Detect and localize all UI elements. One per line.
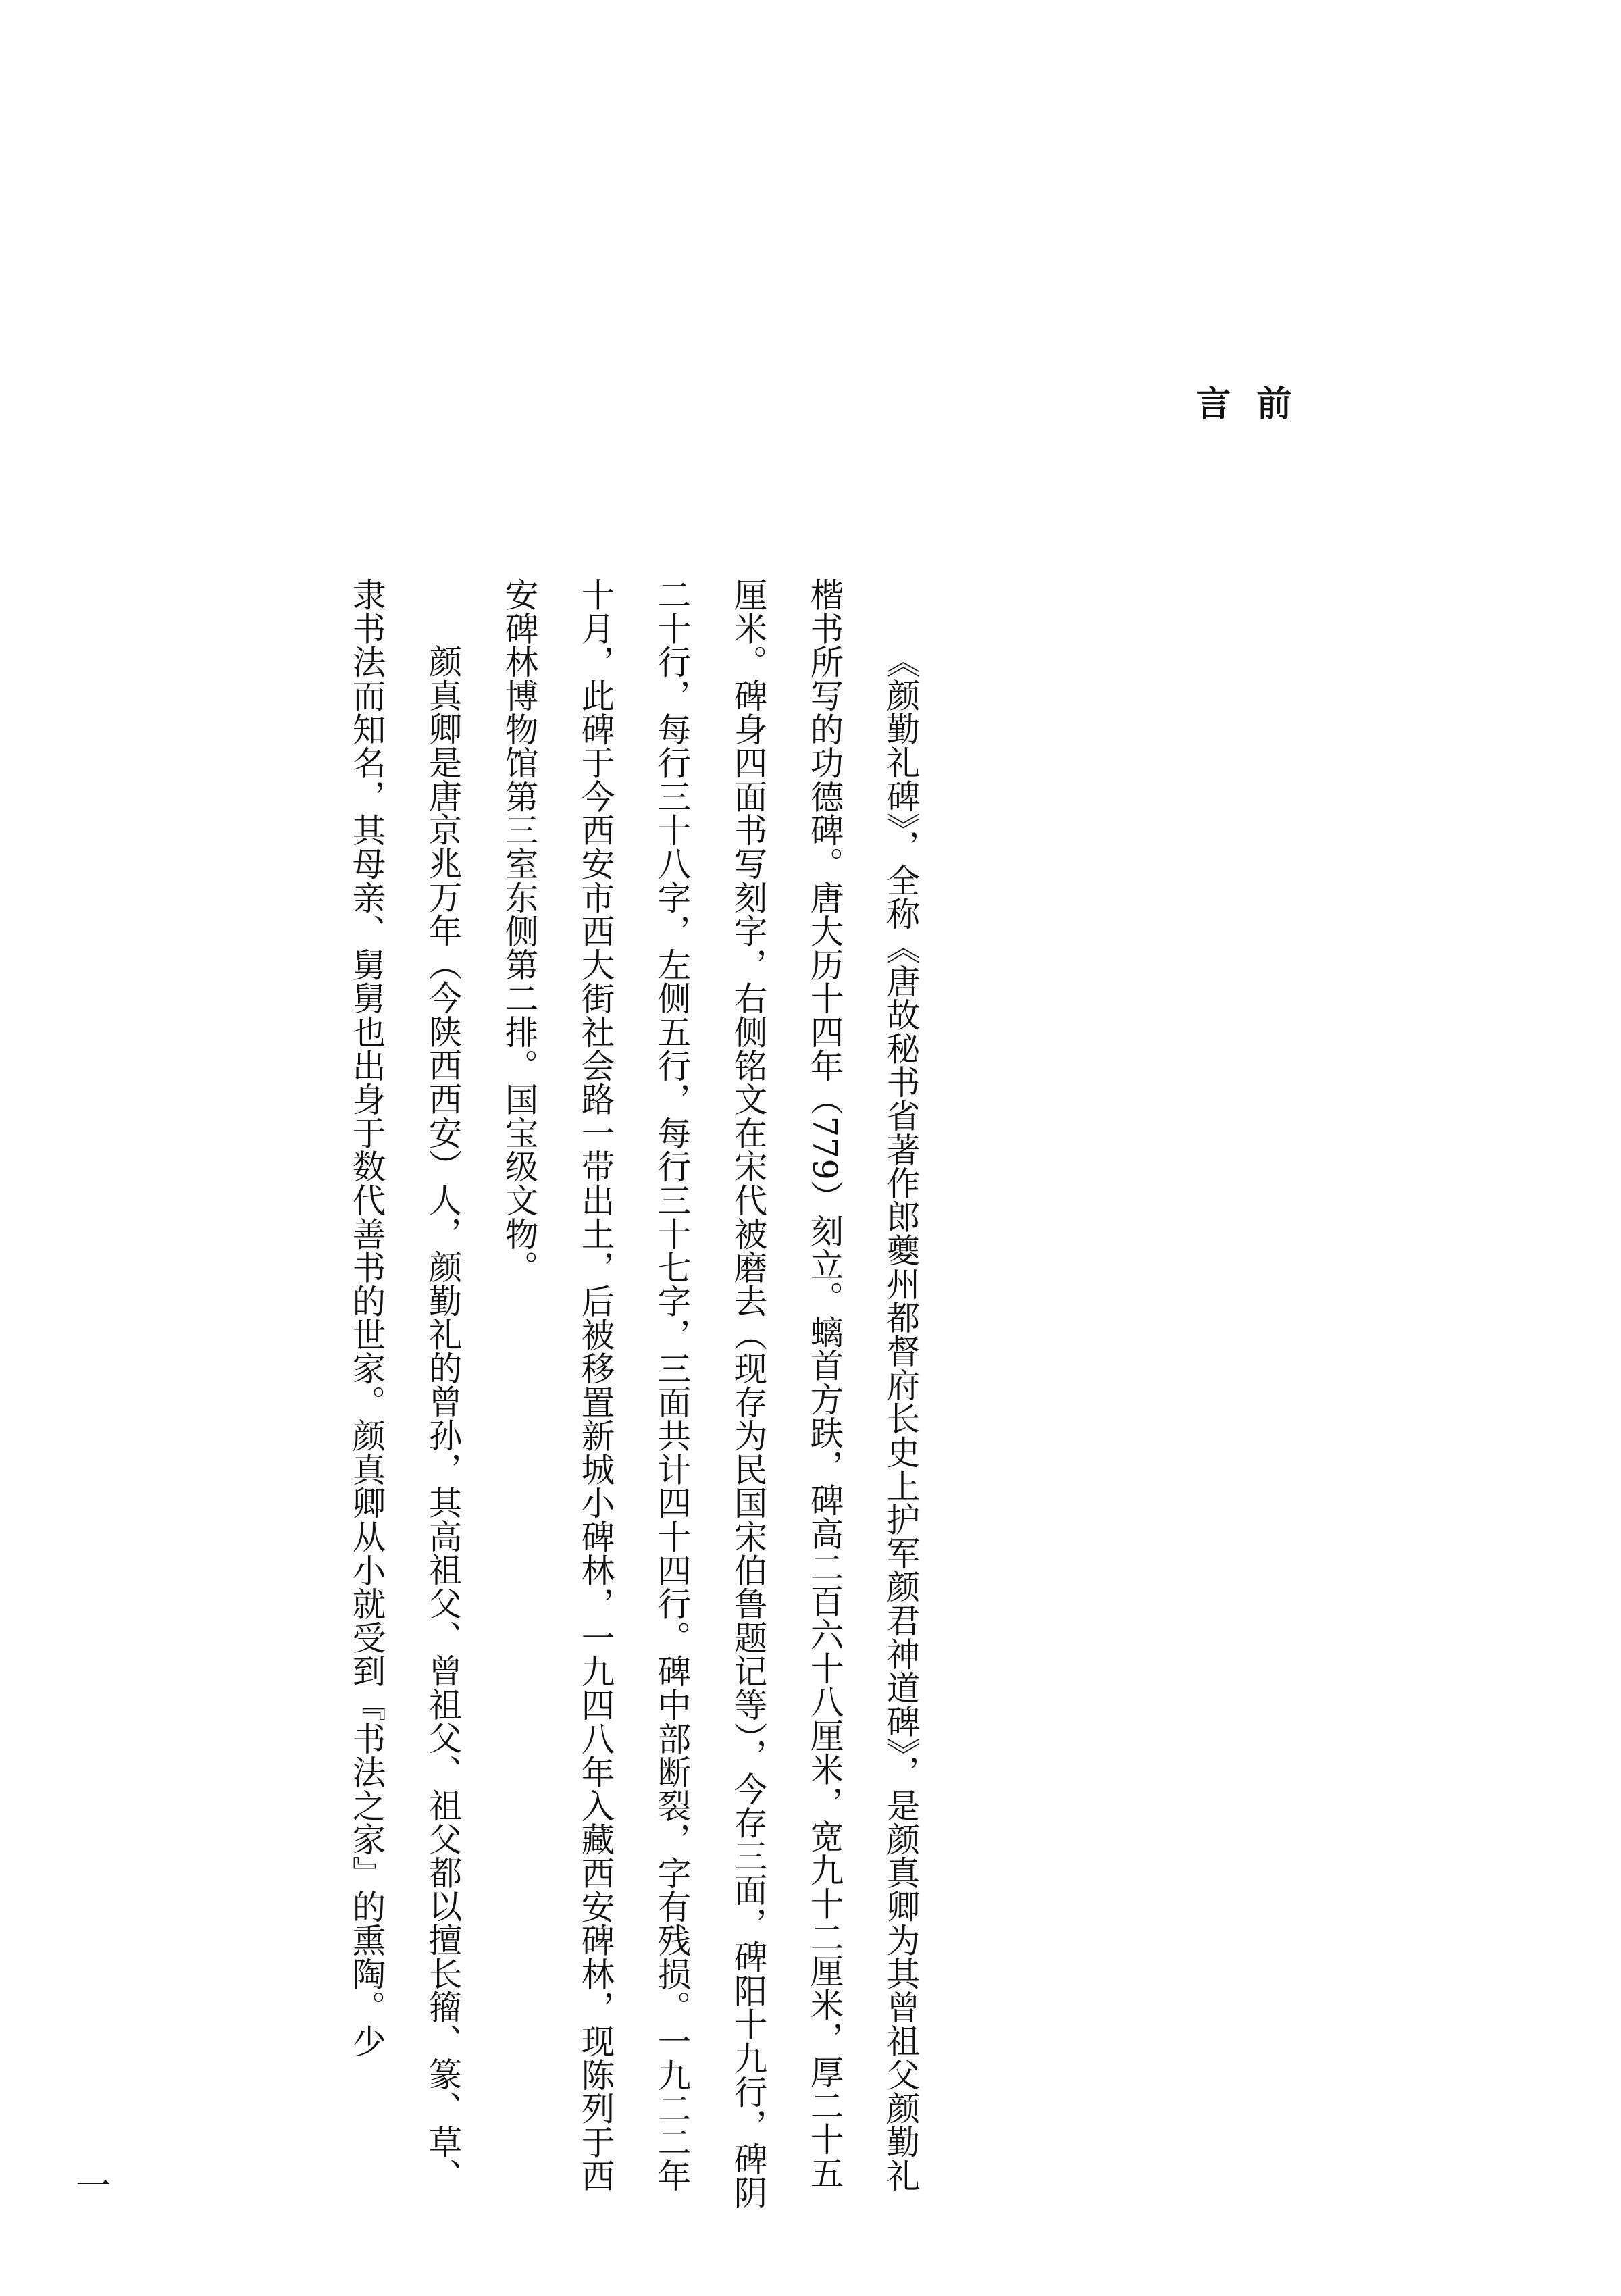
- body-text: [328, 578, 939, 2212]
- paragraph-1: 《颜勤礼碑》，全称《唐故秘书省著作郎夔州都督府长史上护军颜君神道碑》，是颜真卿为其曾祖父颜勤礼楷书所写的功德碑。唐大历十四年（779）刻立。螭首方趺，碑高二百六十八厘米，宽九十二厘米，厚二十五厘米。碑身四面书写刻字，右侧铭文在宋代被磨去（现存为民国宋伯鲁题记等），今存三面，碑阳十九行，碑阴二十行，每行三十八字，左侧五行，每行三十七字，三面共计四十四行。碑中部断裂，字有残损。一九二二年十月，此碑于今西安市西大街社会路一带出土，后被移置新城小碑林，一九四八年入藏西安碑林，现陈列于西安碑林博物馆第三室东侧第二排。国宝级文物。: [500, 578, 921, 2210]
- paragraph-2: 颜真卿是唐京兆万年（今陕西西安）人，颜勤礼的曾孙，其高祖父、曾祖父、祖父都以擅长籀、篆、草、隶书法而知名，其母亲、舅舅也出身于数代善书的世家。颜真卿从小就受到『书法之家』的熏陶。少: [347, 578, 463, 2192]
- page-number: 一: [76, 2166, 111, 2207]
- page-title: 前言: [1189, 385, 1291, 474]
